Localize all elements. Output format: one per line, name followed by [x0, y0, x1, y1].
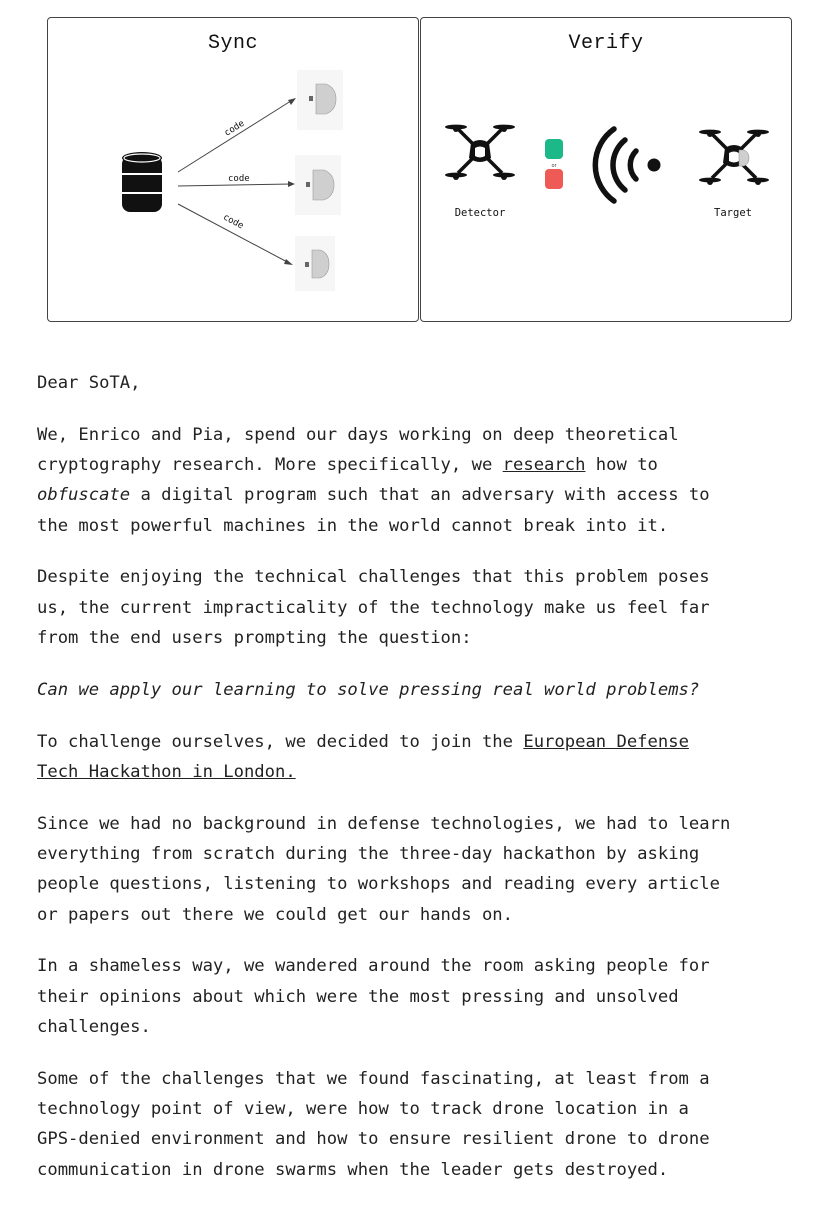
paragraph-1 — [37, 420, 827, 541]
verify-title: Verify — [568, 32, 644, 55]
paragraph-4-text: To challenge ourselves, we decided to join the — [37, 731, 524, 752]
sync-panel — [47, 17, 419, 322]
paragraph-1-text-3: a digital program such that an adversary with access to the most powerful machines in the world cannot break into it. — [37, 485, 710, 536]
paragraph-3-question — [37, 675, 827, 705]
hackathon-link[interactable]: European Defense Tech Hackathon in London. — [37, 731, 689, 782]
device-icon-top — [297, 70, 343, 130]
failure-indicator — [545, 169, 563, 189]
or-label: or — [551, 163, 557, 169]
verification-status-indicator — [545, 139, 563, 189]
database-icon — [122, 152, 162, 212]
obfuscate-emphasis: obfuscate — [37, 485, 131, 506]
verify-diagram — [421, 18, 793, 323]
sync-title: Sync — [207, 32, 258, 55]
paragraph-2: Despite enjoying the technical challenges that this problem poses us, the current impracticality of the technology make us feel far from the end users prompting the question: — [37, 567, 710, 649]
sync-arrow-bottom — [178, 204, 293, 265]
paragraph-4 — [37, 727, 827, 788]
verify-panel — [420, 17, 792, 322]
target-label: Target — [714, 207, 752, 219]
code-label-middle: code — [228, 174, 250, 184]
greeting: Dear SoTA, — [37, 373, 141, 393]
paragraph-1-text: We, Enrico and Pia, spend our days working on deep theoretical cryptography research. More specifically, we — [37, 424, 679, 476]
paragraph-5: Since we had no background in defense technologies, we had to learn everything from scratch during the three-day hackathon by asking people questions, listening to workshops and reading every article or papers out there we could get our hands on. — [37, 813, 731, 925]
code-label-top: code — [222, 118, 247, 139]
research-link[interactable]: research — [502, 455, 586, 476]
question-text: Can we apply our learning to solve pressing real world problems? — [37, 679, 700, 700]
target-drone-icon — [699, 130, 769, 185]
code-label-bottom: code — [221, 212, 246, 232]
letter-body — [37, 368, 827, 1207]
device-icon-bottom — [295, 236, 335, 291]
sync-diagram — [48, 18, 420, 323]
detector-label: Detector — [454, 207, 506, 219]
device-icon-middle — [295, 155, 341, 215]
sync-arrow-top — [178, 98, 296, 172]
wireless-signal-icon — [595, 129, 660, 201]
detector-drone-icon — [445, 125, 515, 180]
paragraph-6: In a shameless way, we wandered around the room asking people for their opinions about which were the most pressing and unsolved challenges. — [37, 956, 710, 1038]
success-indicator — [545, 139, 563, 159]
paragraph-1-text-2: how to — [595, 455, 658, 476]
paragraph-7: Some of the challenges that we found fascinating, at least from a technology point of view, were how to track drone location in a GPS-denied environment and how to ensure resilient drone to drone communication in drone swarms when the leader gets destroyed. — [37, 1068, 710, 1180]
